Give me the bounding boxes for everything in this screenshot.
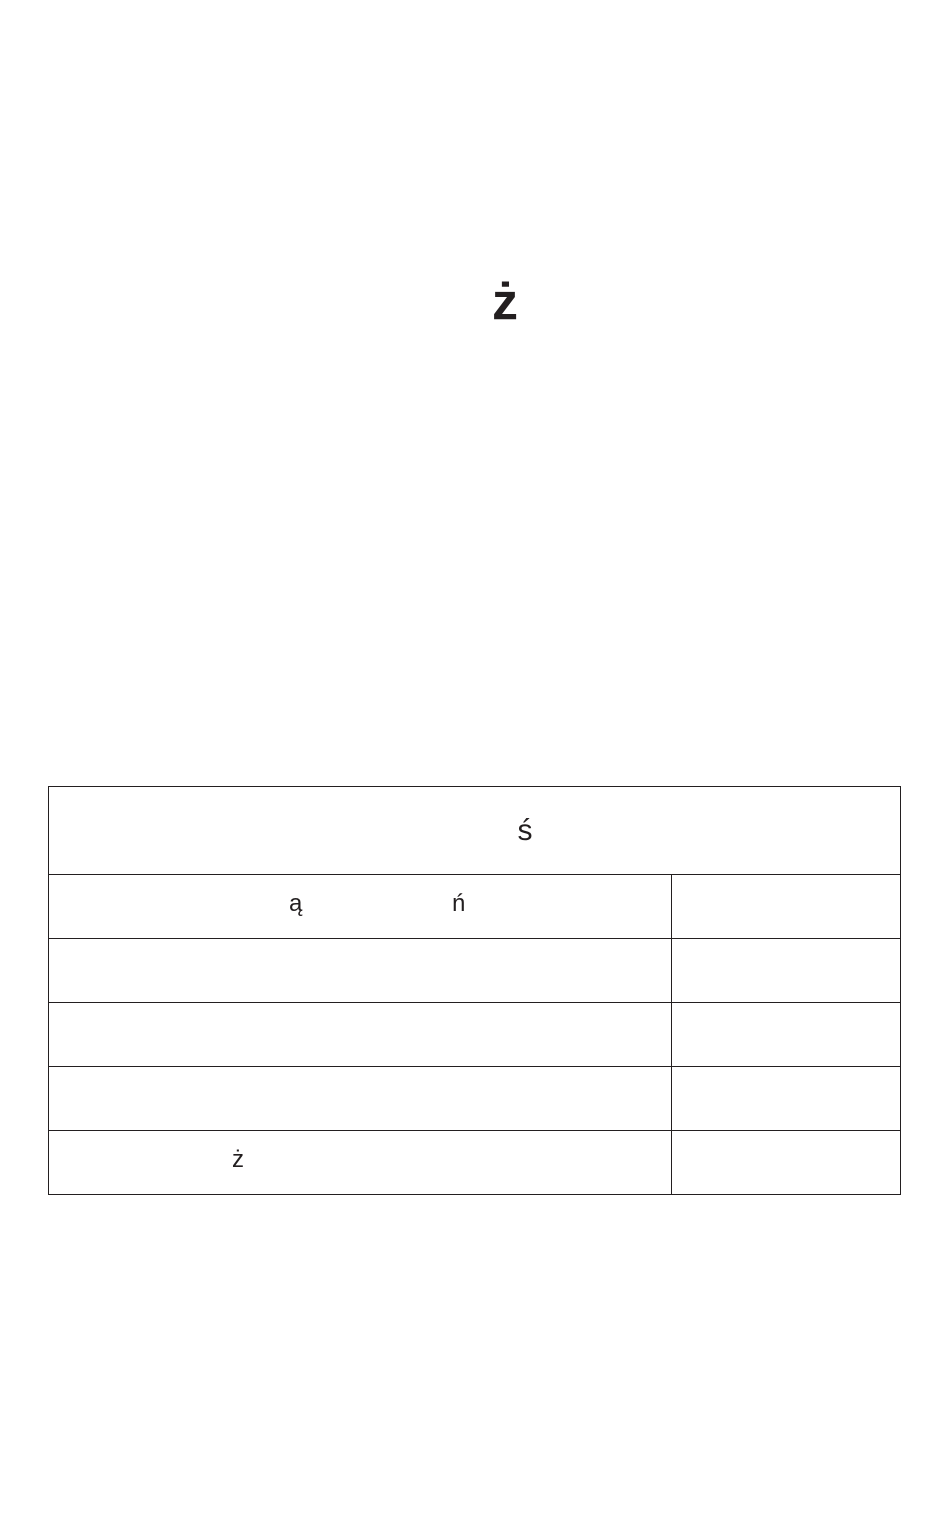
table-row bbox=[49, 1067, 901, 1131]
table-cell-left bbox=[49, 1067, 672, 1131]
table-cell-left bbox=[49, 939, 672, 1003]
table-cell-left bbox=[49, 1131, 672, 1195]
table-row bbox=[49, 939, 901, 1003]
header-cell-left bbox=[49, 875, 672, 939]
page-title: ż bbox=[492, 273, 518, 331]
table-header-row bbox=[49, 875, 901, 939]
table-caption: ś bbox=[49, 787, 901, 875]
header-text-a: ą bbox=[289, 890, 303, 917]
header-cell-right bbox=[671, 875, 900, 939]
data-table bbox=[48, 786, 901, 1195]
table-row bbox=[49, 1131, 901, 1195]
table-cell-right bbox=[671, 1131, 900, 1195]
table-cell-right bbox=[671, 1003, 900, 1067]
table-cell-right bbox=[671, 1067, 900, 1131]
table-row bbox=[49, 1003, 901, 1067]
table-cell-text: ż bbox=[232, 1146, 244, 1173]
table-cell-left bbox=[49, 1003, 672, 1067]
table-caption-row bbox=[49, 787, 901, 875]
table-cell-right bbox=[671, 939, 900, 1003]
header-text-b: ń bbox=[452, 890, 466, 917]
